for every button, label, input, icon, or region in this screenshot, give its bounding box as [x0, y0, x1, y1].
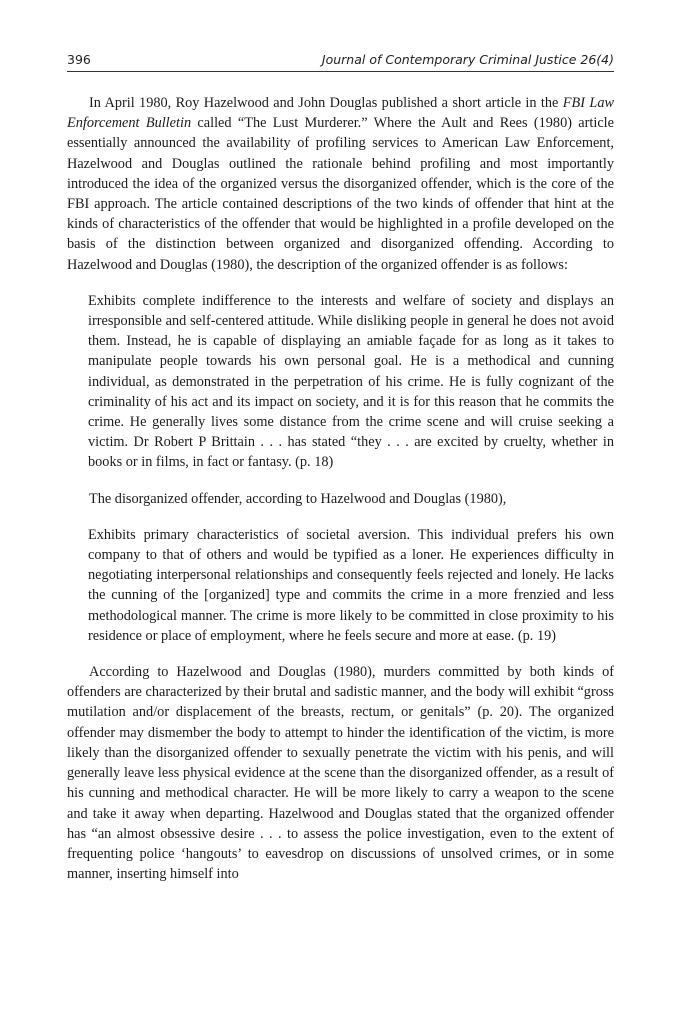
block-quote-organized: Exhibits complete indifference to the interests and welfare of society and displays an irresponsible and self-centered attitude. While disliking people in general he does not avoid them. Instead, he is capable of displaying an amiable façade for as long as it takes to manipulate people towards his own personal goal. He is a methodical and cunning individual, as demonstrated in the perpetration of his crime. He is fully cognizant of the criminality of his act and its impact on society, and it is for this reason that he commits the crime. He generally lives some distance from the crime scene and will cruise seeking a victim. Dr Robert P Brittain . . . has stated “they . . . are excited by cruelty, whether in books or in films, in fact or fantasy. (p. 18) [88, 292, 614, 471]
paragraph-comparison: According to Hazelwood and Douglas (1980), murders committed by both kinds of offenders are characterized by their brutal and sadistic manner, and the body will exhibit “gross mutilation and/or displacement of the breasts, rectum, or genitals” (p. 20). The organized offender may dismember the body to attempt to hinder the identification of the victim, is more likely than the disorganized offender to sexually penetrate the victim with his penis, and will generally leave less physical evidence at the scene than the disorganized offender, as a result of his cunning and methodical character. He will be more likely to carry a weapon to the scene and take it away when departing. Hazelwood and Douglas stated that the organized offender has “an almost obsessive desire . . . to assess the police investigation, even to the extent of frequenting police ‘hangouts’ to eavesdrop on discussions of unsolved crimes, or in some manner, inserting himself into [67, 664, 614, 883]
journal-citation [322, 52, 614, 67]
paragraph-text: called “The Lust Murderer.” Where the Ault and Rees (1980) article essentially announced the availability of profiling services to American Law Enforcement, Hazelwood and Douglas outlined the rationale behind profiling and most importantly introduced the idea of the organized versus the disorganized offender, which is the core of the FBI approach. The article contained descriptions of the two kinds of offender that hint at the kinds of characteristics of the offender that would be highlighted in a profile developed on the basis of the distinction between organized and disorganized offending. According to Hazelwood and Douglas (1980), the description of the organized offender is as follows: [67, 115, 615, 273]
paragraph-lead-in: The disorganized offender, according to Hazelwood and Douglas (1980), [89, 490, 507, 507]
publication-title: FBI Law Enforcement Bulletin [67, 95, 615, 132]
paragraph-intro [67, 93, 614, 275]
block-quote-disorganized: Exhibits primary characteristics of societal aversion. This individual prefers his own company to that of others and would be typified as a loner. He experiences difficulty in negotiating interpersonal relationships and consequently feels rejected and lonely. He lacks the cunning of the [organized] type and commits the crime in a more frenzied and less methodological manner. The crime is more likely to be committed in close proximity to his residence or place of employment, where he feels secure and more at ease. (p. 19) [88, 526, 614, 644]
journal-title: Journal of Contemporary Criminal Justice [321, 52, 577, 67]
journal-page [67, 50, 614, 884]
article-body [67, 93, 614, 884]
paragraph-text: In April 1980, Roy Hazelwood and John Douglas published a short article in the [89, 95, 563, 111]
volume-issue: 26(4) [580, 52, 614, 67]
page-number: 396 [67, 52, 91, 67]
running-header [67, 50, 614, 72]
